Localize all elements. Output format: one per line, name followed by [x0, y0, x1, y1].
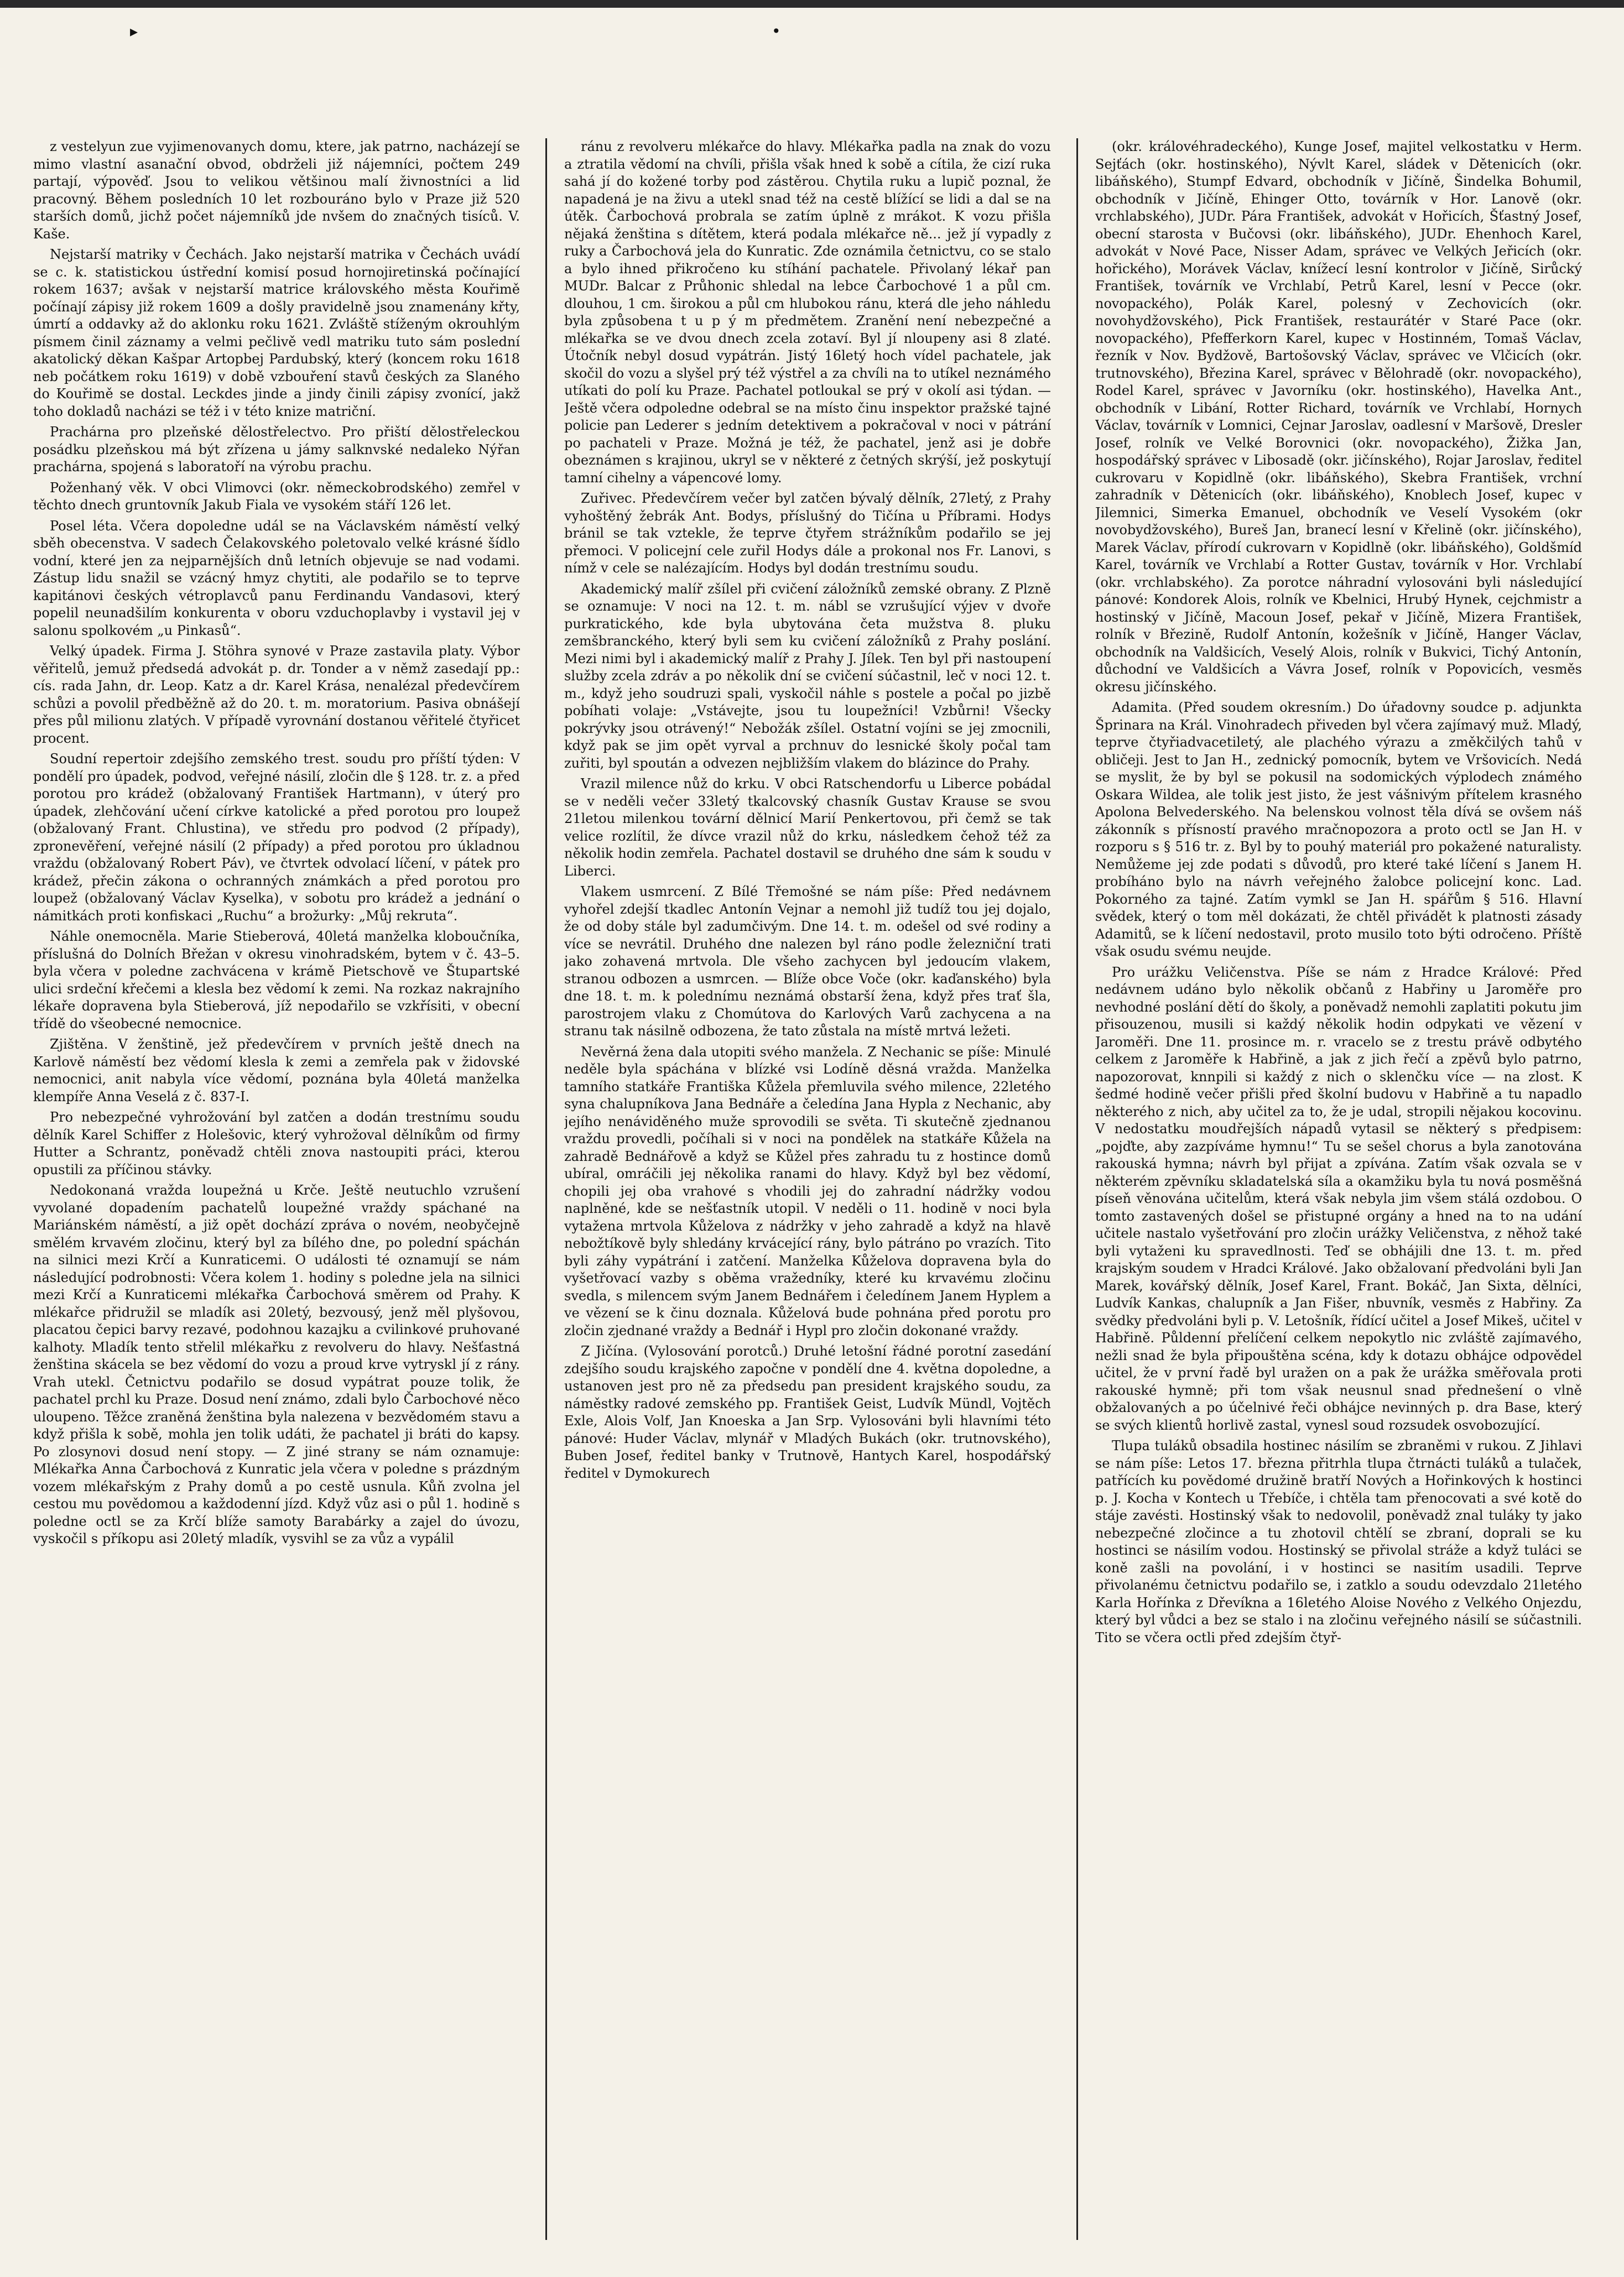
article: Tlupa tuláků obsadila hostinec násilím se zbraněmi v rukou. Z Jihlavi se nám píše: Letos 17. března přitrhla tlupa čtrnácti tuláků a tulaček, patřících ku povědomé družině bratří Nových a Hořinkových k hostinci p. J. Kocha v Kontech u Třebíče, i chtěla tam přenocovati a své kotě do stáje zavésti. Hostinský však to nedovolil, poněvadž znal tuláky ty jako nebezpečné zločince a tu zhotovil chtělí se zbraní, doprali se ku hostinci se násilím vodou. Hostinský se přivolal stráže a když tuláci se koně zašli na povolání, i v hostinci se nasitím usadili. Teprve přivolanému četnictvu podařilo se, i zatklo a soudu odevzdalo 21letého Karla Hořínka z Dřevíkna a 16letého Aloise Nového z Velkého Onjezdu, který byl vůdci a bez se stalo i na zločinu veřejného násilí se súčastnili. Tito se včera octli před zdejším čtyř-	[1095, 1438, 1582, 1645]
article: Vlakem usmrcení. Z Bílé Třemošné se nám píše: Před nedávnem vyhořel zdejší tkadlec Antonín Vejnar a nemohl již tudíž tou jej dojalo, že od doby stále byl zadumčivým. Dne 14. t. m. odešel od své rodiny a více se nevrátil. Druhého dne nalezen byl ráno podle železniční trati jako zohavená mrtvola. Dle všeho zachycen byl jedoucím vlakem, stranou odbozen a usmrcen. — Blíže obce Voče (okr. kaďanského) byla dne 18. t. m. k polednímu neznámá obstarší žena, když přes trať šla, parostrojem vlaku z Chomútova do Karlových Varů zachycena a na stranu tak násilně odbozena, že tato zůstala na místě mrtvá ležeti.	[564, 884, 1051, 1039]
article: Náhle onemocněla. Marie Stieberová, 40letá manželka kloboučníka, příslušná do Dolních Břežan v okresu vinohradském, bytem v č. 43–5. byla včera v poledne zachvácena v krámě Pietschově ve Štupartské ulici srdeční křečemi a klesla bez vědomí k zemi. Na rozkaz nakrajního lékaře dopravena byla Stieberová, jíž nepodařilo se vzkřísiti, v obecní třídě do všeobecné nemocnice.	[33, 929, 520, 1031]
article: Pro nebezpečné vyhrožování byl zatčen a dodán trestnímu soudu dělník Karel Schiffer z Holešovic, který vyhrožoval dělníkům od firmy Hutter a Schrantz, poněvadž chtěli znova nastoupiti práci, kterou opustili za příčinou stávky.	[33, 1109, 520, 1177]
column-right	[1095, 138, 1582, 2240]
article: Nedokonaná vražda loupežná u Krče. Ještě neutuchlo vzrušení vyvolané dopadením pachatelů loupežné vraždy spáchané na Mariánském náměstí, a již opět dochází zpráva o novém, neobyčejně smělém krvavém zločinu, který byl za bílého dne, po polední spáchán na silnici mezi Krčí a Kunraticemi. O události té oznamují se nám následující podrobnosti: Včera kolem 1. hodiny s poledne jela na silnici mezi Krčí a Kunraticemi mlékařka Čarbochová směrem od Prahy. K mlékařce přidružil se mladík asi 20letý, bezvousý, jenž měl plyšovou, placatou čepici barvy rezavé, podohnou kazajku a cvilinkové pruhované kalhoty. Mladík tento střelil mlékařku z revolveru do hlavy. Nešťastná ženština skácela se bez vědomí do vozu a proud krve vytryskl jí z rány. Vrah utekl. Četnictvu podařilo se dosud vypátrat pouze tolik, že pachatel prchl ku Praze. Dosud není známo, zdali bylo Čarbochové něco uloupeno. Těžce zraněná ženština byla nalezena v bezvědomém stavu a když přišla k sobě, mohla jen tolik udáti, že pachatel ji bráti do kapsy. Po zlosynovi dosud není stopy. — Z jiné strany se nám oznamuje: Mlékařka Anna Čarbochová z Kunratic jela včera v poledne s prázdným vozem mlékařským z Prahy domů a po cestě usnula. Kůň zvolna jel cestou mu povědomou a každodenní jízd. Když vůz asi o půl 1. hodině s poledne octl se za Krčí blíže samoty Barabárky a zajel do úvozu, vyskočil s příkopu asi 20letý mladík, vysvihl se za vůz a vypálil	[33, 1182, 520, 1546]
article: Posel léta. Včera dopoledne udál se na Václavském náměstí velký sběh obecenstva. V sadech Čelakovského poletovalo velké krásné šídlo vodní, které jen za nejparnějších dnů letních objevuje se nad vodami. Zástup lidu snažil se vzácný hmyz chytiti, ale podařilo se to teprve kapitánovi českých vétroplavců panu Ferdinandu Vandasovi, který popelil neunadšilím konkurenta v oboru vzduchoplavby i vystavil jej v salonu spolkovém „u Pinkasů“.	[33, 518, 520, 638]
article: ránu z revolveru mlékařce do hlavy. Mlékařka padla na znak do vozu a ztratila vědomí na chvíli, přišla však hned k sobě a cítila, že cizí ruka sahá jí do kožené torby pod zástěrou. Chytila ruku a lupič poznal, že napadená je na živu a utekl snad též na cestě blížící se lidi a dal se na útěk. Čarbochová probrala se zatím úplně z mrákot. K vozu přišla nějaká ženština s dítětem, která podala mlékařce ně... jež jí vypadly z ruky a Čarbochová jela do Kunratic. Zde oznámila četnictvu, co se stalo a bylo ihned přikročeno ku stíhání pachatele. Přivolaný lékař pan MUDr. Balcar z Průhonic shledal na lebce Čarbochové 1 a půl cm. dlouhou, 1 cm. širokou a půl cm hlubokou ránu, která dle jeho náhledu byla způsobena t u p ý m předmětem. Zranění není nebezpečné a mlékařka se ve dvou dnech zcela zotaví. Byl jí nloupeny asi 8 zlaté. Útočník nebyl dosud vypátrán. Jistý 16letý hoch vídel pachatele, jak skočil do vozu a slyšel prý též výstřel a za chvíli na to utíkel neznámého utíkati do polí ku Praze. Pachatel potloukal se prý v okolí asi týdan. — Ještě včera odpoledne odebral se na místo činu inspektor pražské tajné policie pan Lederer s jedním detektivem a pokračoval v noci v pátrání po pachateli v Praze. Možná je též, že pachatel, jenž asi je dobře obeznámen s krajinou, ukryl se v některé z četných skrýší, jež poskytují tamní cihelny a vápencové lomy.	[564, 139, 1051, 486]
article: Z Jičína. (Vylosování porotců.) Druhé letošní řádné porotní zasedání zdejšího soudu krajského započne v pondělí dne 4. května dopoledne, a ustanoven jest pro ně za předsedu pan president krajského soudu, za náměstky radové zemského pp. František Geist, Ludvík Mündl, Vojtěch Exle, Alois Volf, Jan Knoeska a Jan Srp. Vylosováni byli hlavními této pánové: Huder Václav, mlynář v Mladých Bukách (okr. trutnovského), Buben Josef, ředitel banky v Trutnově, Hantych Karel, hospodářský ředitel v Dymokurech	[564, 1343, 1051, 1481]
column-left	[33, 138, 520, 2240]
article: Soudní repertoir zdejšího zemského trest. soudu pro příští týden: V pondělí pro úpadek, podvod, veřejné násilí, zločin dle § 128. tr. z. a před porotou pro krádež (obžalovaný František Hartmann), v úterý pro úpadek, zlehčování učení církve katolické a před porotou pro loupež (obžalovaný Frant. Chlustina), ve středu pro podvod (2 případy), zpronevěření, veřejné násilí (2 případy) a před porotou pro úkladnou vraždu (obžalovaný Robert Páv), ve čtvrtek odvolací líčení, v pátek pro krádež, přečin zákona o ochranných známkách a před porotou pro loupež (obžalovaný Václav Kyselka), v sobotu pro krádež a jednání o námitkách proti konfiskaci „Ruchu“ a brožurky: „Můj rekruta“.	[33, 751, 520, 924]
article: Zjištěna. V ženštině, jež předevčírem v prvních ještě dnech na Karlově náměstí bez vědomí klesla k zemi a zemřela pak v židovské nemocnici, anit nabyla více vědomí, poznána byla 40letá manželka klempíře Anna Veselá z č. 837-I.	[33, 1036, 520, 1104]
article: Velký úpadek. Firma J. Stöhra synové v Praze zastavila platy. Výbor věřitelů, jemuž předsedá advokát p. dr. Tonder a v němž zasedají pp.: cís. rada Jahn, dr. Leop. Katz a dr. Karel Krása, nenalézal předevčírem schůzi a povolil předběžně až do 20. t. m. moratorium. Pasiva obnášejí přes půl milionu zlatých. V případě vyrovnání dostanou věřitelé čtyřicet procent.	[33, 643, 520, 746]
article: Zuřivec. Předevčírem večer byl zatčen bývalý dělník, 27letý, z Prahy vyhoštěný žebrák Ant. Bodys, příslušný do Tičína u Příbrami. Hodys bránil se tak vztekle, že teprve čtyřem strážníkům podařilo se jej přemoci. V policejní cele zuřil Hodys dále a prokonal nos Fr. Lanovi, s nímž v cele se nalézajícím. Hodys byl dodán trestnímu soudu.	[564, 491, 1051, 576]
article: Vrazil milence nůž do krku. V obci Ratschendorfu u Liberce pobádal se v neděli večer 33letý tkalcovský chasník Gustav Krause se svou 21letou milenkou tovární dělnicí Marií Penkertovou, při čemž se tak velice rozlítil, že dívce vrazil nůž do krku, následkem čehož též za několik hodin zemřela. Pachatel dostavil se druhého dne sám k soudu v Liberci.	[564, 776, 1051, 879]
article: (okr. královéhradeckého), Kunge Josef, majitel velkostatku v Herm. Sejťách (okr. hostinského), Nývlt Karel, sládek v Dětenicích (okr. libáňského), Stumpf Edvard, obchodník v Jičíně, Šindelka Bohumil, obchodník v Jičíně, Ehinger Otto, továrník v Hor. Lanově (okr. vrchlabského), JUDr. Pára František, advokát v Hořicích, Šťastný Josef, obecní starosta v Bučovsi (okr. libáňského), JUDr. Ehenhoch Karel, advokát v Nové Pace, Nisser Adam, správec ve Velkých Jeřicích (okr. hořického), Morávek Václav, knížecí lesní kontrolor v Jičíně, Sirůcký František, továrník ve Vrchlabí, Petrů Karel, lesní v Pecce (okr. novopackého), Polák Karel, polesný v Zechovicích (okr. novohydžovského), Pick František, restaurátér v Staré Pace (okr. novopackého), Pfefferkorn Karel, kupec v Hostinném, Tomaš Václav, řezník v Nov. Bydžově, Bartošovský Václav, správec ve Vlčicích (okr. trutnovského), Březina Karel, správec v Bělohradě (okr. novopackého), Rodel Karel, správec v Javorníku (okr. hostinského), Havelka Ant., obchodník v Libání, Rotter Richard, továrník ve Vrchlabí, Hornych Václav, továrník v Lomnici, Cejnar Jaroslav, oadlesní v Maršově, Dresler Josef, rolník ve Velké Borovnici (okr. novopackého), Žižka Jan, hospodářský správec v Libosadě (okr. jičínského), Rojar Jaroslav, ředitel cukrovaru v Kopidlně (okr. libáňského), Skebra František, vrchní zahradník v Dětenicích (okr. libáňského), Knoblech Josef, kupec v Jilemnici, Simerka Emanuel, obchodník ve Veselí Vysokém (okr novobydžovského), Bureš Jan, branecí lesní v Křelině (okr. jičínského), Marek Václav, přírodí cukrovarn v Kopidlně (okr. libáňského), Goldšmíd Karel, továrník ve Vrchlabí a Rotter Gustav, továrník v Hor. Vrchlabí (okr. vrchlabského). Za porotce náhradní vylosováni byli následující pánové: Kondorek Alois, rolník ve Kbelnici, Hrubý Hynek, cejchmistr a hostinský v Jičíně, Macoun Josef, pekař v Jičíně, Mizera František, rolník v Březině, Rudolf Antonín, kožešník v Jičíně, Hanger Václav, obchodník na Valdšicích, Veselý Alois, rolník v Bukvici, Tichý Antonín, důchodní ve Valdšicích a Vávra Josef, rolník v Popovicích, vesměs okresu jičínského.	[1095, 139, 1582, 695]
column-divider	[1076, 138, 1078, 2240]
article: Nejstarší matriky v Čechách. Jako nejstarší matrika v Čechách uvádí se c. k. statistickou ústřední komisí posud hornojiretinská počínající rokem 1637; avšak v nejstarší matrice královského města Kouřimě počínají zápisy již rokem 1609 a došly pravidelně jsou znamenány křty, úmrtí a oddavky až do aklonku roku 1621. Zvláště stíženým okrouhlým písmem činil záznamy a velmi pečlivě vedl matriku tuto sám poslední akatolický děkan Kašpar Artopbej Pardubský, který (koncem roku 1618 neb počátkem roku 1619) v době vzbouření stavů českých za Slaného do Kouřimě se dostal. Leckdes jinde a jindy činili zápisy zvonící, jakž toho dokladů nacházi se též i v této knize matriční.	[33, 247, 520, 419]
article: Akademický malíř zšílel při cvičení záložníků zemské obrany. Z Plzně se oznamuje: V noci na 12. t. m. nábl se vzrušující výjev v dvoře purkratického, kde byla ubytována četa mužstva 8. pluku zemšbranckého, který byli sem ku cvičení záložníků z Prahy poslání. Mezi nimi byl i akademický malíř z Prahy J. Jílek. Ten byl při nastoupení služby zcela zdráv a po několik dní se cvičení súčastnil, leč v noci 12. t. m., když jeho soudruzi spali, vyskočil náhle s postele a počal po jizbě pobíhati volaje: „Vstávejte, jsou tu loupežníci! Vzbůrni! Všecky pokrývky jsou otrávený!“ Nebožák zšílel. Ostatní vojíni se jej zmocnili, když pak se jim opět vyrval a prchnuv do lesnické školy počal tam zuřiti, byl spoután a odvezen nejbližším vlakem do blázince do Prahy.	[564, 581, 1051, 771]
article: Poženhaný věk. V obci Vlimovci (okr. německobrodského) zemřel v těchto dnech gruntovník Jakub Fiala ve vysokém stáří 126 let.	[33, 480, 520, 513]
article: Adamita. (Před soudem okresním.) Do úřadovny soudce p. adjunkta Šprinara na Král. Vinohradech přiveden byl včera zajímavý muž. Mladý, teprve čtyřiadvacetiletý, ale plachého výrazu a změkčilých tahů v obličeji. Jest to Jan H., zednický pomocník, bytem ve Vršovicích. Nedá se myslit, že by byl se pokusil na sodomických výplodech známého Oskara Wildea, ale tolik jest jisto, že jest vášnivým přítelem krasného Apolona Belvederského. Na belenskou volnost těla dívá se ovšem náš zákonník s přísností pravého mračnopozora a proto octl se Jan H. v rozporu s § 516 tr. z. Byl by to pouhý materiál pro pokažené naturalisty. Nemůžeme jej zde podati s důvodů, pro které také líčení s Janem H. probíháno bylo na návrh veřejného žalobce policejní konc. Lad. Pokorného za tajné. Zatím vymkl se Jan H. spářům § 516. Hlavní svědek, který o tom měl dokázati, že chtěl přivádět k platnosti zásady Adamitů, se k líčení nedostavil, proto musilo toto býti odročeno. Příště však osudu svému neujde.	[1095, 700, 1582, 959]
binding-mark: ▸	[130, 22, 138, 40]
column-middle	[564, 138, 1051, 2240]
newspaper-page	[33, 138, 1593, 2240]
article: Nevěrná žena dala utopiti svého manžela. Z Nechanic se píše: Minulé neděle byla spáchána v blízké vsi Lodíně děsná vražda. Manželka tamního statkáře Františka Kůžela přemluvila svého milence, 22letého syna chalupníkova Jana Bednáře a čeledína Jana Hypla z Nechanic, aby jejího nenáviděného muže sprovodili se světa. Ti skutečně zjednanou vraždu provedli, počíhali si v noci na pondělek na statkáře Kůžela na zahradě Bednářově a když se Kůžel přes zahradu tu z hostince domů ubíral, omráčili jej několika ranami do hlavy. Když byl bez vědomí, chopili jej oba vrahové s vhodili jej do zahradní nádržky vodou naplněné, kde se nešťastník utopil. V neděli o 11. hodině v noci byla vytažena mrtvola Kůželova z nádržky v jeho zahradě a když na hlavě nebožtíkově byly shledány krvácející rány, bylo pátráno po vrazích. Tito byli záhy vypátrání i zatčení. Manželka Kůželova dopravena byla do vyšetřovací vazby s oběma vražedníky, které ku krvavému zločinu svedla, s milencem svým Janem Bednářem i čeledínem Janem Hyplem a ve vězení se k činu doznala. Kůželová bude pohnána před porotu pro zločin zjednané vraždy a Bednář i Hypl pro zločin dokonané vraždy.	[564, 1044, 1051, 1338]
page-top-edge	[0, 0, 1624, 8]
article: Prachárna pro plzeňské dělostřelectvo. Pro přiští dělostřeleckou posádku plzeňskou má být zřízena u jámy salknvské nedaleko Nýřan prachárna, spojená s laboratoří na výrobu prachu.	[33, 424, 520, 475]
column-divider	[545, 138, 547, 2240]
article: z vestelyun zue vyjimenovanych domu, ktere, jak patrno, nacházejí se mimo vlastní asanační obvod, obdrželi již nájemníci, počtem 249 partají, výpověď. Jsou to velikou většinou malí živnostníci a lid pracovný. Během posledních 10 let rozbouráno bylo v Praze již 520 starších domů, jichž počet nájemníků jde nvšem do značných tisíců. V. Kaše.	[33, 139, 520, 242]
binding-mark: •	[772, 22, 781, 40]
article: Pro urážku Veličenstva. Píše se nám z Hradce Králové: Před nedávnem udáno bylo několik občanů z Habřiny u Jaroměře pro nevhodné poslání dětí do školy, a poněvadž nemohli zaplatiti pokutu jim přisouzenou, musili si každý několik hodin odpykati ve vězení v Jaroměři. Dne 11. prosince m. r. vracelo se z trestu právě odbytého celkem z Jaroměře k Habřině, a jak z jich řečí a zpěvů bylo patrno, napozorovat, knnpili si každý z nich o sklenčku více — na zlost. K šedmé hodině večer přišli před školní budovu v Habřině a tu napadlo některého z nich, aby učitel za to, že je udal, stropili nějakou kocovinu. V nedostatku moudřejších nápadů vytasil se některý s předpisem: „pojďte, aby zazpíváme hymnu!“ Tu se sešel chorus a byla zanotována rakouská hymna; návrh byl přijat a zpívána. Zatím však ozvala se v některém zpěvníku skladatelská síla a okamžiku byla tu nová posměšná píseň věnována učitelům, která však nebyla jim všem stálá ozdobou. O tomto zastavených došel se přistupné orgány a hned na to na udání učitele nastalo vyšetřování pro zločin urážky Veličenstva, z něhož také byli vytaženi ku spravedlnosti. Teď se obhájili dne 13. t. m. před krajským soudem v Hradci Králové. Jako obžalovaní předvoláni byli Jan Marek, kovářský dělník, Josef Karel, Frant. Bokáč, Jan Sixta, dělníci, Ludvík Kankas, chalupník a Jan Fišer, nbuvník, vesměs z Habřiny. Za svědky předvoláni byli p. V. Letošník, řídící učitel a Josef Mikeš, učitel v Habřině. Půldenní přelíčení celkem nepokytlo nic zvláště zajímavého, nežli snad že byla připouštěna scéna, kdy k dotazu obhájce odpovědel učitel, že v první řadě byl uražen on a pak že urážka směřovala proti rakouské hymně; při tom však neusnul snad přednešení o vlně obžalovaných a po účelnivé řeči obhájce nevinných p. dra Base, který se svých klientů horlivě zastal, vynesl soud rozsudek osvobozující.	[1095, 964, 1582, 1433]
